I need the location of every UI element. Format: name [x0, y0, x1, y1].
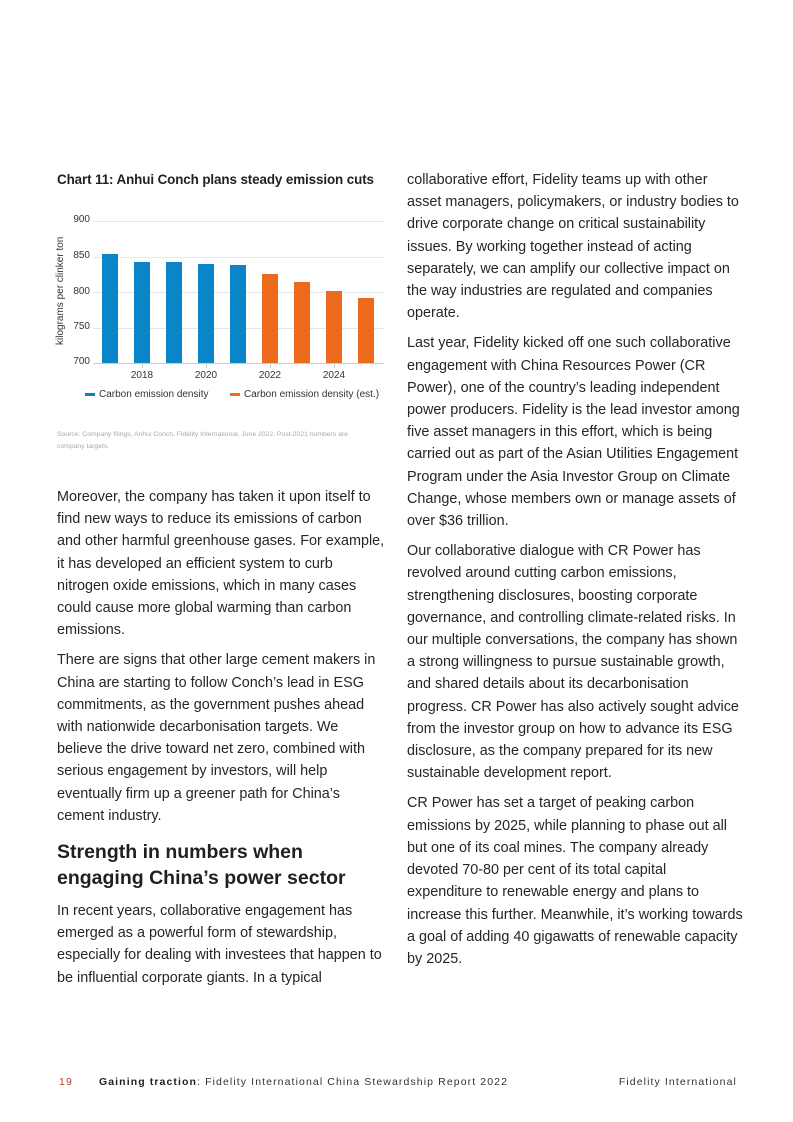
legend-swatch-orange: [230, 393, 240, 396]
y-tick: 800: [73, 286, 90, 297]
x-tick: 2020: [194, 370, 218, 381]
body-paragraph: There are signs that other large cement makers in China are starting to follow Conch’s lead in ESG commitments, as the government pushes ahead with nationwide decarbonisation targets. We believe the drive toward net zero, combined with serious engagement by investors, will help eventually firm up a greener path for China’s cement industry.: [57, 652, 376, 824]
y-tick: 850: [73, 250, 90, 261]
bar-2024: [326, 291, 342, 363]
y-axis-label: kilograms per clinker ton: [55, 236, 66, 345]
bar-2017: [102, 254, 118, 363]
x-tick: 2024: [322, 370, 346, 381]
x-tick-mark: [334, 364, 335, 368]
bar-2025: [358, 298, 374, 363]
x-tick-mark: [206, 364, 207, 368]
report-title-bold: Gaining traction: [98, 1076, 198, 1088]
chart-title: Chart 11: Anhui Conch plans steady emission cuts: [57, 172, 374, 187]
y-tick: 700: [73, 356, 90, 367]
legend-item-estimate: [230, 389, 379, 400]
right-column: [407, 169, 743, 978]
x-tick: 2022: [258, 370, 282, 381]
bar-2020: [198, 264, 214, 363]
bar-2022: [262, 274, 278, 363]
left-column: [57, 486, 387, 997]
section-heading: Strength in numbers when engaging China’s power sector: [57, 841, 346, 890]
bar-2021: [230, 265, 246, 363]
x-tick-mark: [270, 364, 271, 368]
gridline: [93, 221, 384, 222]
report-title-rest: : Fidelity International China Stewardship Report 2022: [197, 1076, 509, 1088]
legend-label: Carbon emission density: [99, 389, 209, 400]
y-tick: 900: [73, 214, 90, 225]
body-paragraph: Moreover, the company has taken it upon itself to find new ways to reduce its emissions of carbon and other harmful greenhouse gases. For example, it has developed an efficient system to curb nitrogen oxide emissions, which in many cases could cause more global warming than carbon emissions.: [57, 489, 385, 639]
body-paragraph: Our collaborative dialogue with CR Power has revolved around cutting carbon emissions, strengthening disclosures, boosting corporate governance, and controlling climate-related risks. In our multiple conversations, the company has shown a strong willingness to pursue sustainable growth, and shared details about its decarbonisation progress. CR Power has also actively sought advice from the investor group on how to advance its ESG disclosure, as the company prepared for its new sustainable development report.: [407, 543, 739, 782]
x-tick: 2018: [130, 370, 154, 381]
legend-item-actual: [85, 389, 209, 400]
bar-2019: [166, 262, 182, 363]
gridline: [93, 257, 384, 258]
bar-2023: [294, 282, 310, 363]
page-number: 19: [59, 1076, 73, 1088]
x-axis: [93, 363, 384, 364]
bar-2018: [134, 262, 150, 363]
legend-swatch-blue: [85, 393, 95, 396]
x-tick-mark: [142, 364, 143, 368]
body-paragraph: Last year, Fidelity kicked off one such collaborative engagement with China Resources Power (CR Power), one of the country’s leading independent power producers. Fidelity is the lead investor among five asset managers in this effort, which is being carried out as part of the Asian Utilities Engagement Program under the Asia Investor Group on Climate Change, whose members own or manage assets of over $36 trillion.: [407, 335, 740, 530]
body-paragraph: In recent years, collaborative engagement has emerged as a powerful form of stewardship, especially for dealing with investees that happen to be influential corporate giants. In a typical: [57, 903, 382, 986]
body-paragraph: collaborative effort, Fidelity teams up with other asset managers, policymakers, or industry bodies to drive corporate change on critical sustainability issues. By working together instead of acting separately, we can amplify our collective impact on the way industries are regulated and companies operate.: [407, 172, 739, 322]
y-tick: 750: [73, 321, 90, 332]
chart-source-note: Source: Company filings, Anhui Conch, Fidelity International, June 2022. Post-2021 numbers are company targets.: [57, 431, 348, 450]
footer-brand: Fidelity International: [618, 1076, 737, 1088]
footer-left: [59, 1076, 508, 1088]
body-paragraph: CR Power has set a target of peaking carbon emissions by 2025, while planning to phase out all but one of its coal mines. The company already devoted 70-80 per cent of its total capital expenditure to renewable energy and plans to increase this further. Meanwhile, it’s working towards a goal of adding 40 gigawatts of renewable capacity by 2025.: [407, 795, 743, 967]
legend-label: Carbon emission density (est.): [244, 389, 380, 400]
